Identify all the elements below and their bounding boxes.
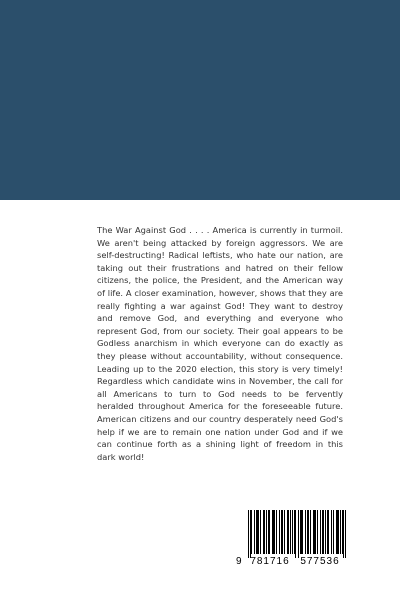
barcode-bar (314, 510, 315, 554)
barcode-bar (298, 510, 299, 558)
barcode-bar (295, 510, 296, 558)
barcode-bar (274, 510, 275, 554)
barcode-bar (269, 510, 270, 554)
barcode-bar (282, 510, 283, 554)
barcode-bar (251, 510, 252, 554)
barcode-bar (336, 510, 337, 554)
barcode-bar (248, 510, 249, 558)
barcode-bar (317, 510, 318, 554)
barcode-bar (322, 510, 323, 554)
barcode-bar (315, 510, 316, 554)
barcode-bar (331, 510, 332, 554)
barcode-bar (310, 510, 311, 554)
barcode-bar (279, 510, 280, 554)
barcode-bar (254, 510, 255, 554)
barcode-bar (302, 510, 303, 554)
barcode-bar (292, 510, 293, 554)
barcode-bar (250, 510, 251, 558)
barcode-bar (272, 510, 273, 554)
barcode-bar (276, 510, 277, 554)
barcode-bar (284, 510, 285, 554)
barcode-bar (287, 510, 288, 554)
barcode-bar (333, 510, 334, 554)
barcode-bar (257, 510, 258, 554)
barcode-bar (323, 510, 324, 554)
barcode-bar (305, 510, 306, 554)
barcode-bar (342, 510, 343, 554)
barcode-bars (236, 508, 348, 558)
barcode-bar (340, 510, 341, 554)
barcode-bar (338, 510, 339, 554)
barcode-bar (263, 510, 264, 554)
barcode-bar (273, 510, 274, 554)
barcode-bar (301, 510, 302, 554)
barcode-bar (260, 510, 261, 554)
barcode-bar (320, 510, 321, 554)
barcode-bar (308, 510, 309, 554)
barcode-bar (266, 510, 267, 554)
barcode-bar (294, 510, 295, 554)
barcode-bar (325, 510, 326, 554)
barcode-bar (281, 510, 282, 554)
back-cover-blurb: The War Against God . . . . America is currently in turmoil. We aren't being attacked by foreign aggressors. We are self-destructing! Radical leftists, who hate our nation, are taking out their frustrations and hatred on their fellow citizens, the police, the President, and the American way of life. A closer examination, however, shows that they are really fighting a war against God! They want to destroy and remove God, and everything and everyone who represent God, from our society. Their goal appears to be Godless anarchism in which everyone can do exactly as they please without accountability, without consequence. Leading up to the 2020 election, this story is very timely! Regardless which candidate wins in November, the call for all Americans to turn to God needs to be fervently heralded throughout America for the foreseeable future. American citizens and our country desperately need God's help if we are to remain one nation under God and if we can continue forth as a shining light of freedom in this dark world! (97, 225, 343, 462)
barcode-bar (328, 510, 329, 554)
barcode-bar (268, 510, 269, 554)
barcode-bar (327, 510, 328, 554)
barcode-bar (337, 510, 338, 554)
isbn-right-digits: 577536 (300, 556, 340, 567)
barcode-bar (288, 510, 289, 554)
barcode-bar (256, 510, 257, 554)
barcode-bar (345, 510, 346, 558)
isbn-left-digits: 781716 (250, 556, 290, 567)
barcode-bar (343, 510, 344, 558)
cover-color-band (0, 0, 400, 200)
barcode-bar (264, 510, 265, 554)
barcode-bar (313, 510, 314, 554)
barcode-bar (307, 510, 308, 554)
barcode-bar (258, 510, 259, 554)
barcode-bar (300, 510, 301, 554)
barcode-bar (290, 510, 291, 554)
isbn-lead-digit: 9 (236, 556, 242, 567)
